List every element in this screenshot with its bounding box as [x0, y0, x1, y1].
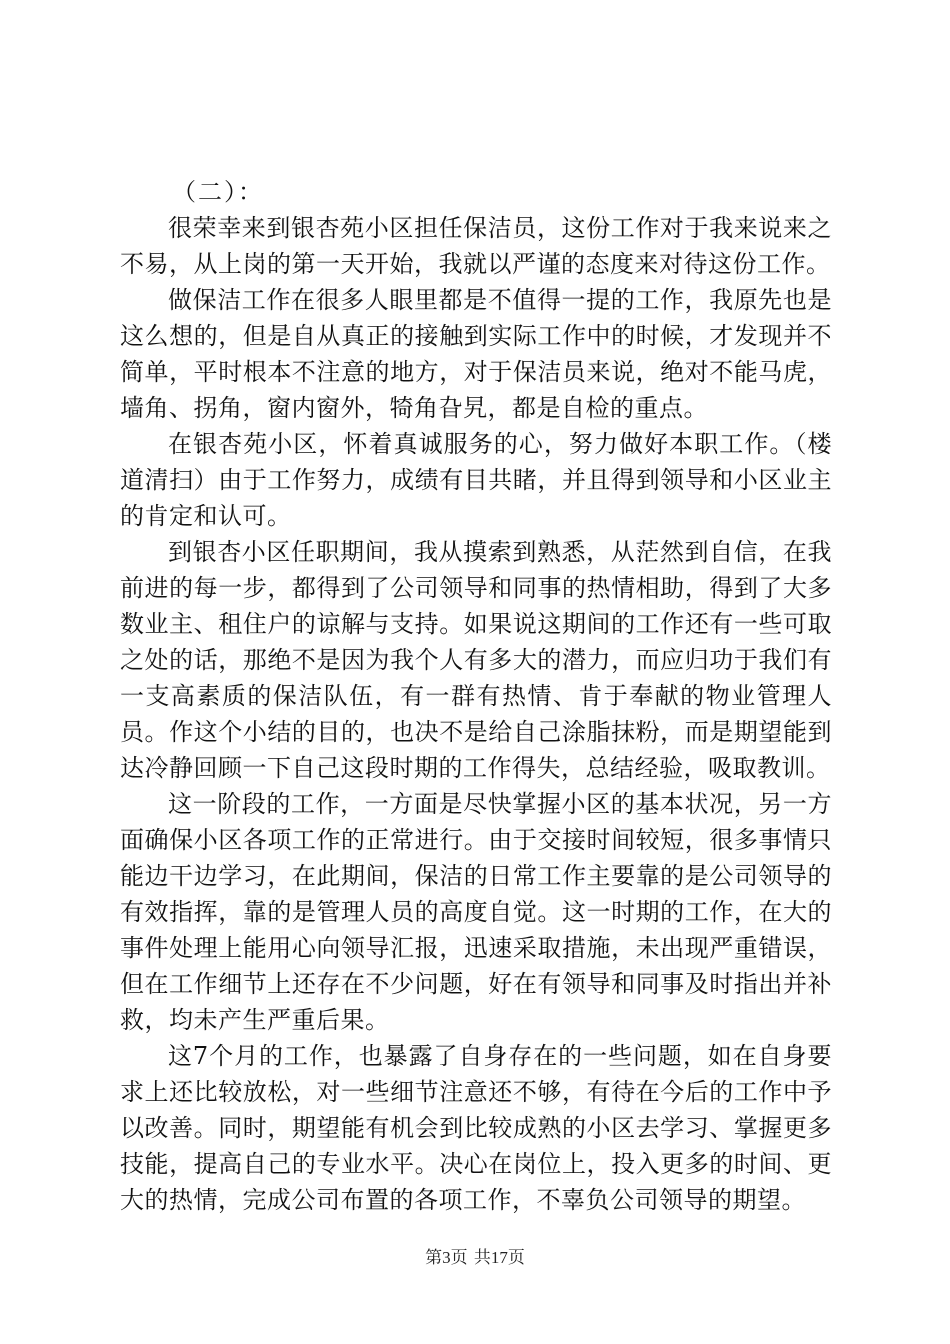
page-number: 第3页: [425, 1248, 468, 1267]
section-heading: （二）：: [172, 178, 264, 206]
page-total: 共17页: [473, 1248, 525, 1267]
page-footer: [0, 1243, 950, 1268]
paragraph: 在银杏苑小区，怀着真诚服务的心，努力做好本职工作。（楼道清扫）由于工作努力，成绩有目共睹，并且得到领导和小区业主的肯定和认可。: [120, 430, 832, 530]
paragraph: 这一阶段的工作，一方面是尽快掌握小区的基本状况，另一方面确保小区各项工作的正常进行。由于交接时间较短，很多事情只能边干边学习，在此期间，保洁的日常工作主要靠的是公司领导的有效指挥，靠的是管理人员的高度自觉。这一时期的工作，在大的事件处理上能用心向领导汇报，迅速采取措施，未出现严重错误，但在工作细节上还存在不少问题，好在有领导和同事及时指出并补救，均未产生严重后果。: [120, 790, 832, 1034]
paragraph: 这7个月的工作，也暴露了自身存在的一些问题，如在自身要求上还比较放松，对一些细节注意还不够，有待在今后的工作中予以改善。同时，期望能有机会到比较成熟的小区去学习、掌握更多技能，提高自己的专业水平。决心在岗位上，投入更多的时间、更大的热情，完成公司布置的各项工作，不辜负公司领导的期望。: [120, 1042, 832, 1214]
paragraph: 到银杏小区任职期间，我从摸索到熟悉，从茫然到自信，在我前进的每一步，都得到了公司领导和同事的热情相助，得到了大多数业主、租住户的谅解与支持。如果说这期间的工作还有一些可取之处的话，那绝不是因为我个人有多大的潜力，而应归功于我们有一支高素质的保洁队伍，有一群有热情、肯于奉献的物业管理人员。作这个小结的目的，也决不是给自己涂脂抹粉，而是期望能到达冷静回顾一下自己这段时期的工作得失，总结经验，吸取教训。: [120, 538, 832, 782]
paragraph: 很荣幸来到银杏苑小区担任保洁员，这份工作对于我来说来之不易，从上岗的第一天开始，我就以严谨的态度来对待这份工作。: [120, 214, 832, 278]
document-body: [120, 174, 832, 1218]
paragraph: 做保洁工作在很多人眼里都是不值得一提的工作，我原先也是这么想的，但是自从真正的接触到实际工作中的时候，才发现并不简单，平时根本不注意的地方，对于保洁员来说，绝对不能马虎，墙角、拐角，窗内窗外，犄角旮旯，都是自检的重点。: [120, 286, 832, 422]
